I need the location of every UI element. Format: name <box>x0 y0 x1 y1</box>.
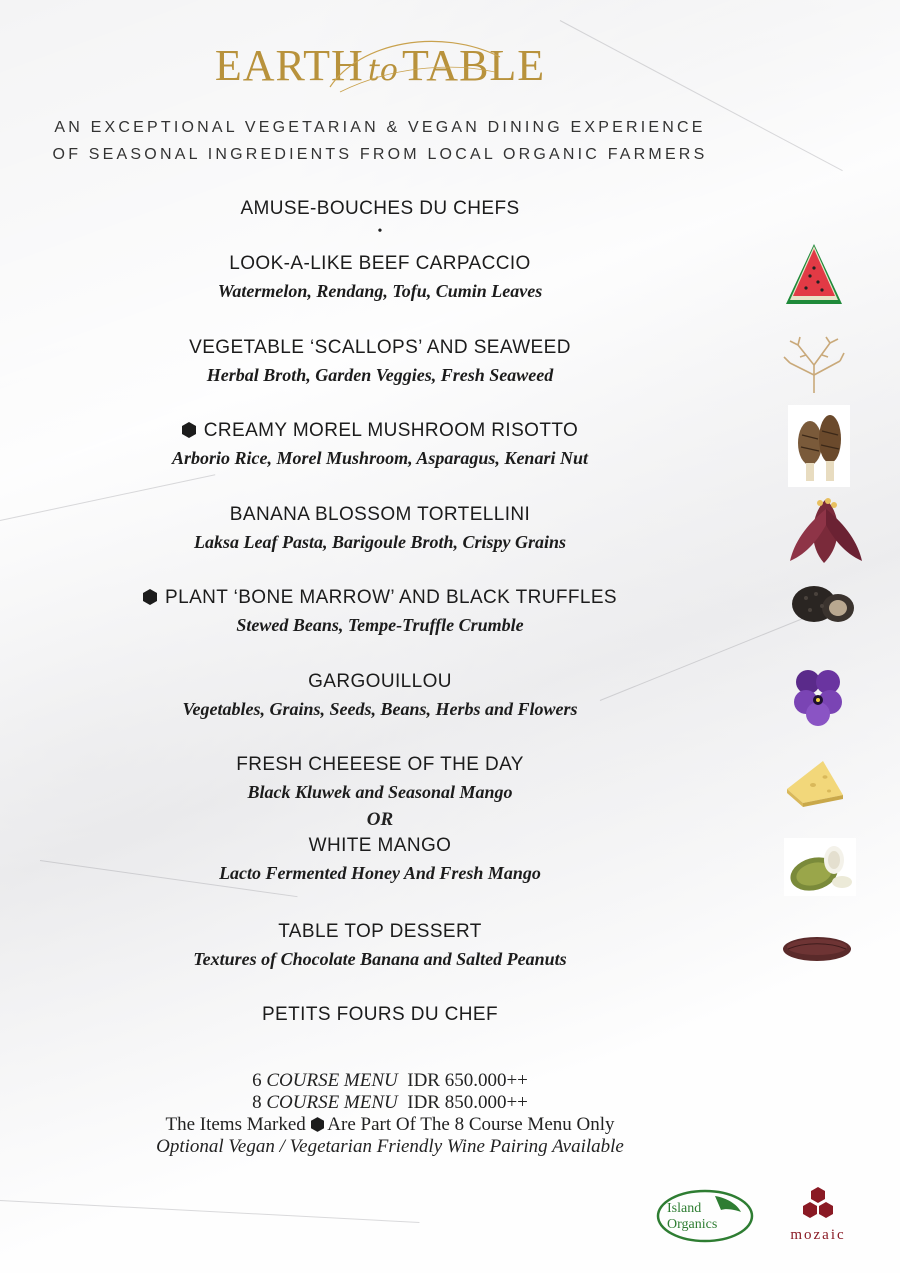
menu-course-5 <box>0 587 760 636</box>
menu-course-6 <box>0 671 760 720</box>
mozaic-logo <box>778 1185 858 1245</box>
menu-course-1 <box>0 253 760 302</box>
cheese-icon <box>783 755 847 807</box>
course-title: PLANT ‘BONE MARROW’ AND BLACK TRUFFLES <box>165 587 617 608</box>
menu-course-9 <box>0 921 760 970</box>
course-title: VEGETABLE ‘SCALLOPS’ AND SEAWEED <box>189 337 571 358</box>
mozaic-text: mozaic <box>790 1227 846 1243</box>
black-truffle-icon <box>790 580 856 626</box>
morel-mushroom-icon <box>788 405 850 487</box>
watermelon-icon <box>782 240 846 308</box>
banana-blossom-icon <box>786 495 866 565</box>
island-organics-logo <box>655 1188 755 1244</box>
menu-course-3 <box>0 420 760 469</box>
menu-course-7 <box>0 754 760 884</box>
course-description: Lacto Fermented Honey And Fresh Mango <box>219 863 541 883</box>
course-description: Herbal Broth, Garden Veggies, Fresh Seaweed <box>206 365 554 385</box>
course-description: Vegetables, Grains, Seeds, Beans, Herbs and Flowers <box>182 699 578 719</box>
mozaic-hexagons-icon <box>778 1185 858 1227</box>
or-label: OR <box>366 809 394 830</box>
course-title: WHITE MANGO <box>308 835 452 856</box>
eight-course-price: 8 COURSE MENU IDR 850.000++ <box>252 1092 528 1113</box>
earth-to-table-logo <box>0 40 760 110</box>
menu-course-4 <box>0 504 760 553</box>
course-title: CREAMY MOREL MUSHROOM RISOTTO <box>203 420 579 441</box>
logo-word-table: TABLE <box>401 41 546 90</box>
course-title: LOOK-A-LIKE BEEF CARPACCIO <box>229 253 531 274</box>
separator-dot: • <box>377 224 383 239</box>
marked-items-note: The Items Marked Are Part Of The 8 Course Menu Only <box>165 1114 615 1135</box>
wine-pairing-note: Optional Vegan / Vegetarian Friendly Wine Pairing Available <box>156 1136 624 1157</box>
petits-fours-title: PETITS FOURS DU CHEF <box>261 1004 498 1025</box>
course-title: GARGOUILLOU <box>308 671 452 692</box>
tagline-line-1: AN EXCEPTIONAL VEGETARIAN & VEGAN DINING EXPERIENCE <box>54 119 706 136</box>
logo-swash-icon <box>320 32 510 102</box>
hexagon-marker-icon <box>311 1117 324 1132</box>
white-mango-icon <box>784 838 856 896</box>
course-description: Laksa Leaf Pasta, Barigoule Broth, Crispy Grains <box>193 532 567 552</box>
island-text: Island <box>667 1201 702 1216</box>
amuse-title: AMUSE-BOUCHES DU CHEFS <box>240 198 520 219</box>
organics-text: Organics <box>667 1217 718 1232</box>
course-title: TABLE TOP DESSERT <box>278 921 482 942</box>
course-description: Arborio Rice, Morel Mushroom, Asparagus, Kenari Nut <box>172 448 588 468</box>
course-title: BANANA BLOSSOM TORTELLINI <box>229 504 531 525</box>
seaweed-icon <box>780 335 848 395</box>
course-description: Textures of Chocolate Banana and Salted Peanuts <box>193 949 567 969</box>
hexagon-marker-icon <box>182 422 196 438</box>
logo-word-earth: EARTH <box>214 41 364 90</box>
logo-word-to: to <box>367 53 398 88</box>
cacao-pod-icon <box>780 932 854 966</box>
tagline-line-2: OF SEASONAL INGREDIENTS FROM LOCAL ORGANIC FARMERS <box>52 146 708 163</box>
hexagon-marker-icon <box>143 589 157 605</box>
six-course-price: 6 COURSE MENU IDR 650.000++ <box>252 1070 528 1091</box>
pansy-flower-icon <box>790 664 846 728</box>
petits-fours <box>0 1004 760 1026</box>
course-description: Black Kluwek and Seasonal Mango <box>247 782 513 802</box>
course-description: Stewed Beans, Tempe-Truffle Crumble <box>236 615 524 635</box>
amuse-bouches <box>0 198 760 220</box>
course-description: Watermelon, Rendang, Tofu, Cumin Leaves <box>217 281 543 301</box>
pricing-block <box>0 1070 780 1158</box>
menu-course-2 <box>0 337 760 386</box>
course-title: FRESH CHEEESE OF THE DAY <box>236 754 524 775</box>
